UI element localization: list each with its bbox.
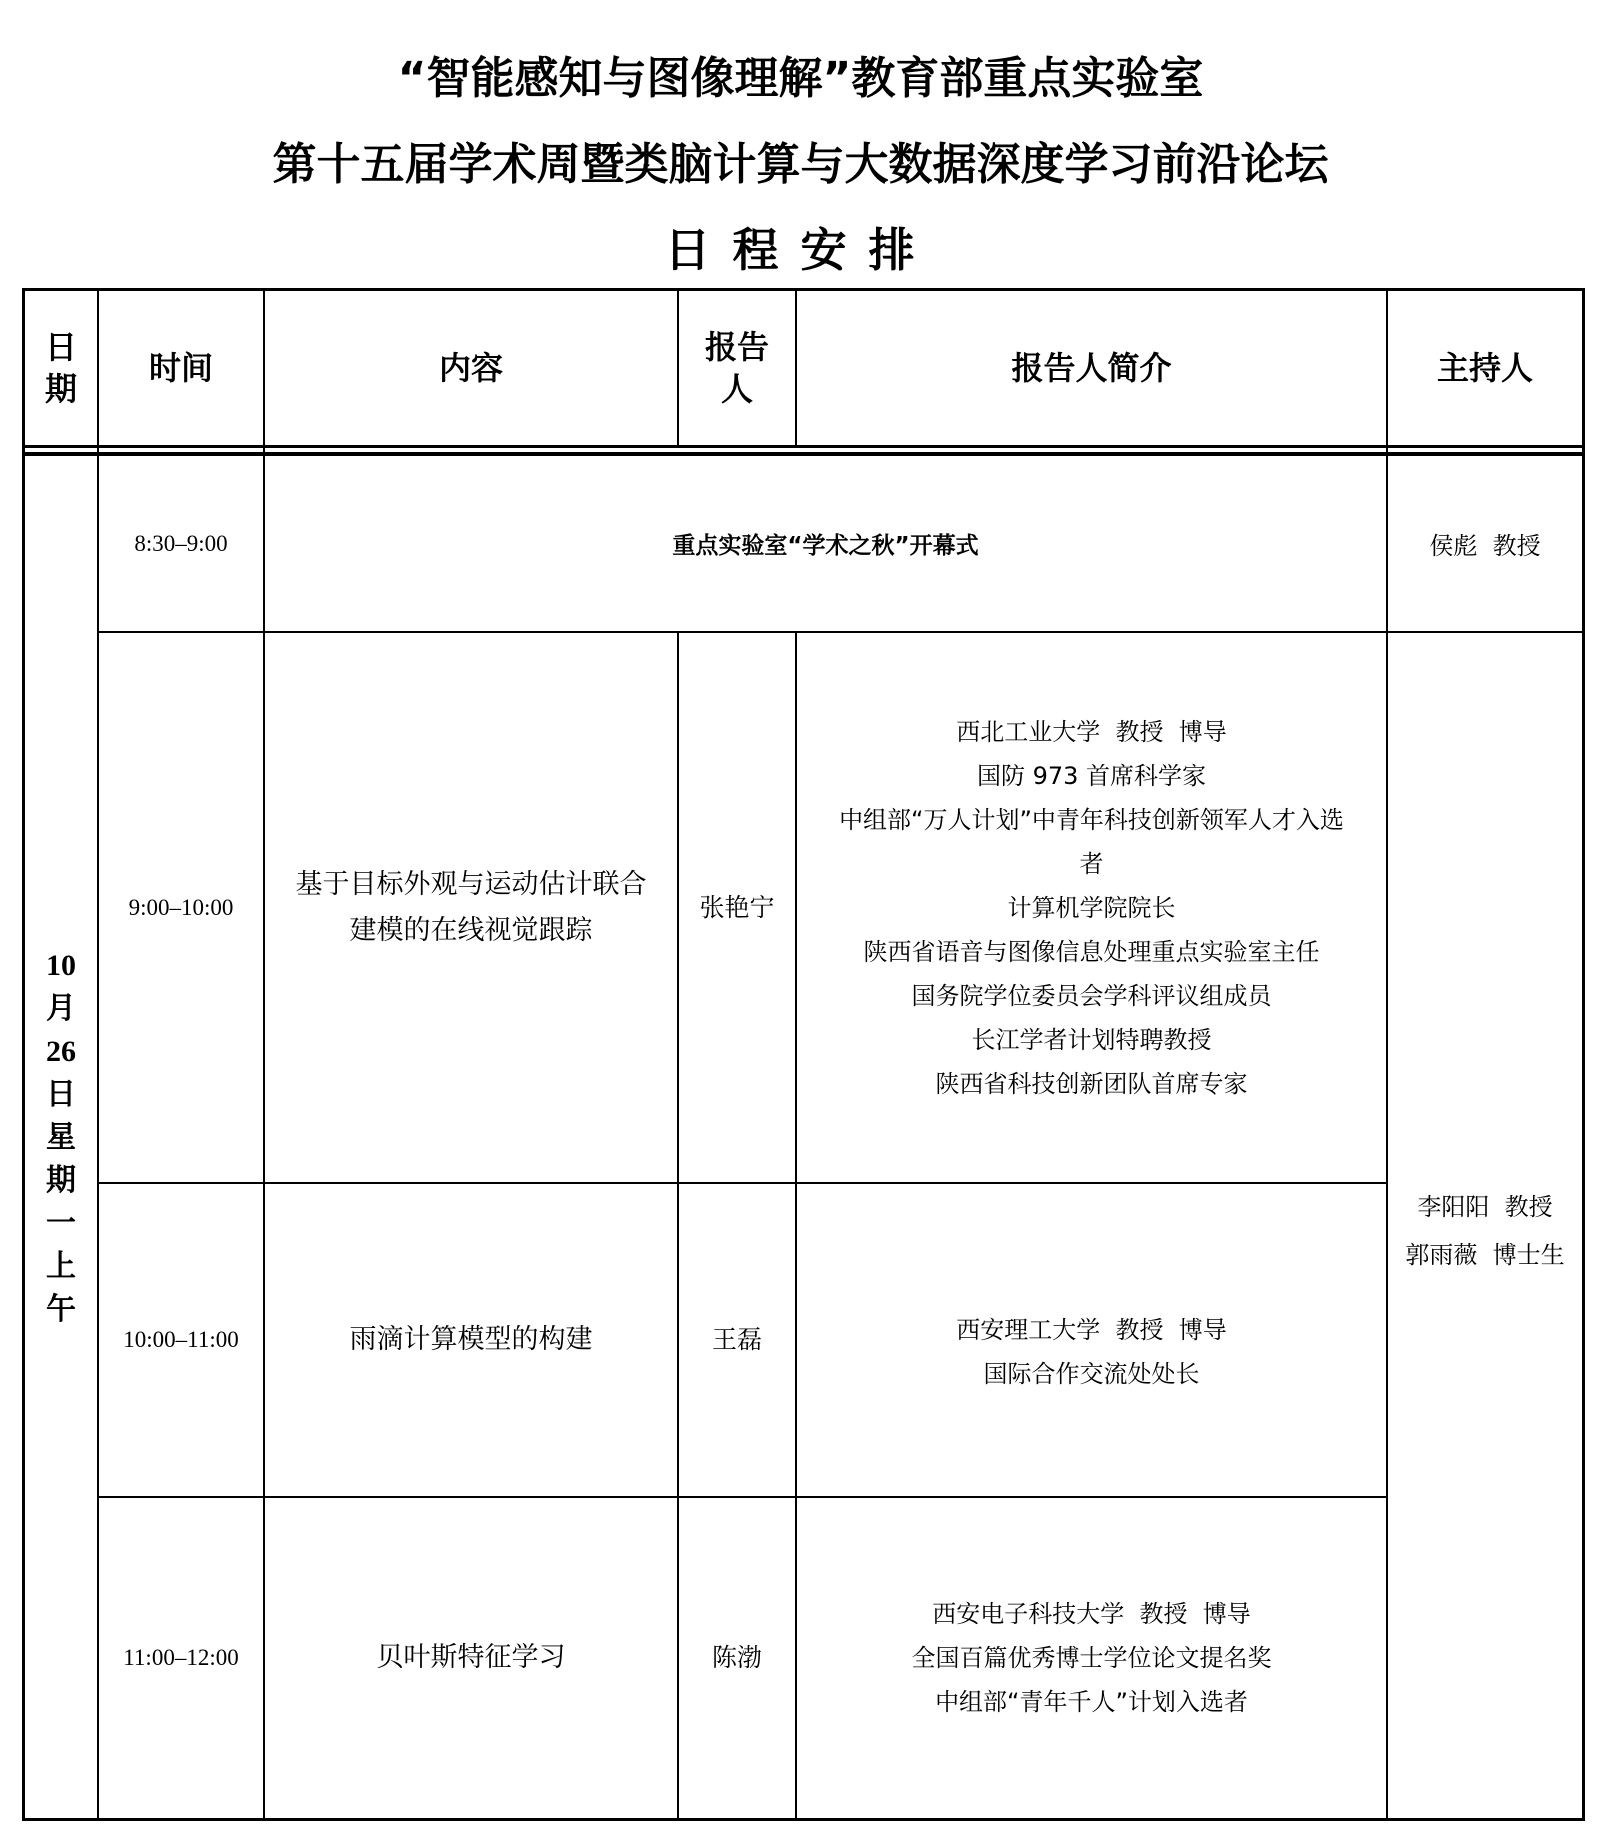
- column-header-date-char: 日: [44, 328, 77, 366]
- session-content-line: 基于目标外观与运动估计联合: [295, 868, 647, 900]
- date-char: 星: [46, 1119, 76, 1155]
- bio-line: 者: [1079, 849, 1104, 878]
- host-name: 郭雨薇 博士生: [1405, 1241, 1565, 1269]
- session-content-line: 建模的在线视觉跟踪: [349, 914, 593, 946]
- session-speaker: 王磊: [711, 1325, 762, 1354]
- header-divider: [22, 445, 1585, 448]
- page-title: “智能感知与图像理解”教育部重点实验室: [397, 53, 1204, 104]
- bio-line: 全国百篇优秀博士学位论文提名奖: [911, 1644, 1272, 1672]
- bio-line: 中组部“万人计划”中青年科技创新领军人才入选: [839, 805, 1344, 834]
- page-subtitle: 第十五届学术周暨类脑计算与大数据深度学习前沿论坛: [272, 139, 1329, 190]
- bio-line: 陕西省科技创新团队首席专家: [935, 1069, 1248, 1098]
- date-cell: [25, 456, 97, 1818]
- bio-line: 国际合作交流处处长: [983, 1360, 1200, 1388]
- bio-line: 中组部“青年千人”计划入选者: [935, 1688, 1248, 1716]
- table-border-bottom: [22, 1818, 1585, 1821]
- date-char: 26: [46, 1034, 76, 1068]
- bio-line: 西安电子科技大学 教授 博导: [932, 1600, 1251, 1628]
- bio-line: 西安理工大学 教授 博导: [956, 1316, 1227, 1344]
- session-time: 10:00–11:00: [123, 1327, 239, 1352]
- session-content-line: 雨滴计算模型的构建: [349, 1324, 593, 1355]
- bio-line: 国务院学位委员会学科评议组成员: [911, 981, 1272, 1010]
- date-char: 10: [46, 948, 76, 982]
- column-header-speaker-line: 人: [720, 370, 753, 408]
- bio-line: 陕西省语音与图像信息处理重点实验室主任: [863, 937, 1320, 966]
- bio-line: 长江学者计划特聘教授: [971, 1025, 1212, 1054]
- bio-line: 西北工业大学 教授 博导: [956, 717, 1227, 746]
- session-time: 9:00–10:00: [128, 894, 234, 920]
- column-header-content: 内容: [438, 349, 503, 387]
- bio-line: 计算机学院院长: [1007, 893, 1176, 922]
- session-content: [265, 633, 677, 1182]
- session-bio: [797, 633, 1386, 1182]
- date-char: 上: [46, 1248, 76, 1284]
- bio-line: 国防 973 首席科学家: [976, 761, 1207, 790]
- opening-host: 侯彪 教授: [1429, 532, 1541, 560]
- schedule-heading: 日程安排: [664, 223, 937, 277]
- date-char: 期: [46, 1162, 76, 1198]
- column-header-speaker: [679, 291, 795, 445]
- column-header-host: 主持人: [1436, 349, 1533, 387]
- date-char: 月: [46, 990, 76, 1026]
- session-content: [265, 1498, 677, 1818]
- date-char: 一: [46, 1205, 76, 1241]
- column-header-date-char: 期: [44, 370, 77, 408]
- session-content: [265, 1184, 677, 1496]
- opening-title: 重点实验室“学术之秋”开幕式: [672, 533, 979, 559]
- column-header-speaker-line: 报告: [704, 328, 769, 366]
- column-header-date: [25, 291, 97, 445]
- date-char: 日: [46, 1076, 76, 1112]
- session-hosts: [1388, 633, 1582, 1818]
- session-bio: [797, 1184, 1386, 1496]
- column-header-bio: 报告人简介: [1011, 349, 1172, 387]
- table-border-right: [1582, 288, 1585, 1821]
- session-time: 11:00–12:00: [123, 1645, 239, 1670]
- session-speaker: 陈渤: [711, 1643, 762, 1672]
- date-char: 午: [46, 1291, 76, 1327]
- session-bio: [797, 1498, 1386, 1818]
- host-name: 李阳阳 教授: [1417, 1193, 1553, 1221]
- session-content-line: 贝叶斯特征学习: [376, 1642, 566, 1673]
- session-speaker: 张艳宁: [699, 892, 775, 922]
- opening-time: 8:30–9:00: [134, 530, 228, 556]
- column-header-time: 时间: [148, 349, 213, 387]
